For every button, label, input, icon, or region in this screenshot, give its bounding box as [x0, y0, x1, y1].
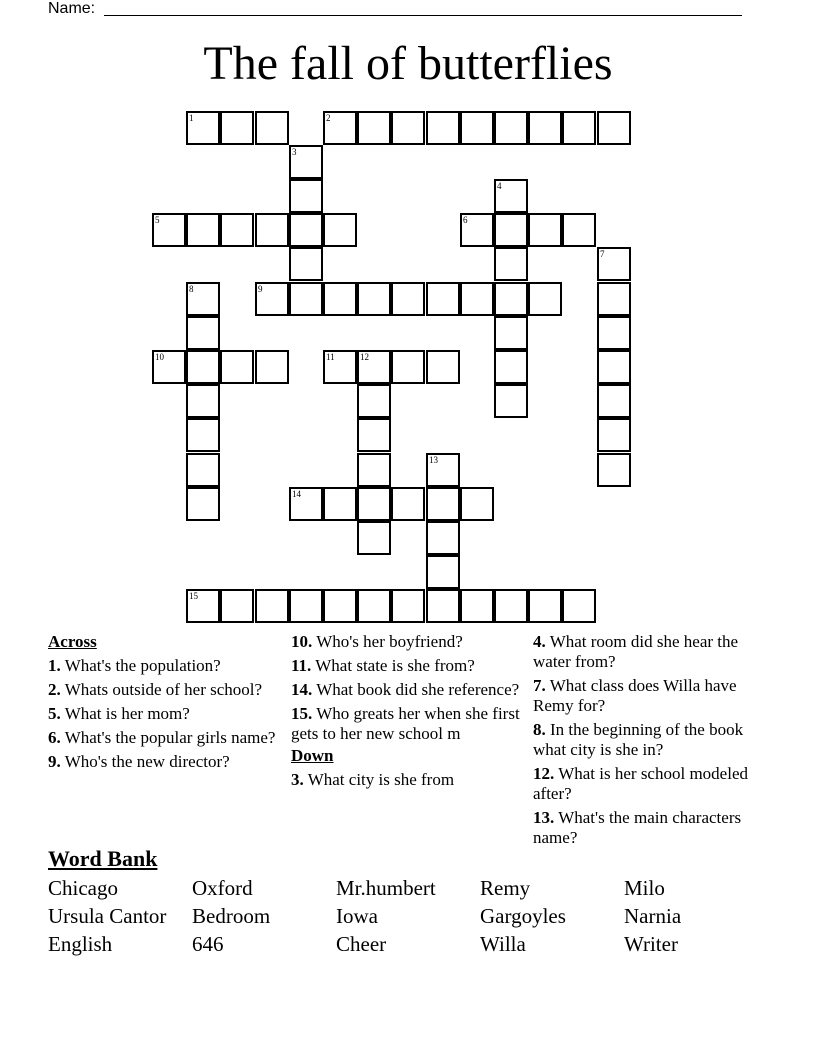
word-bank-item: 646 [192, 932, 224, 956]
grid-cell[interactable] [255, 213, 289, 247]
grid-cell[interactable] [597, 453, 631, 487]
word-bank-item: Willa [480, 932, 526, 956]
grid-cell[interactable] [289, 589, 323, 623]
grid-cell[interactable] [391, 350, 425, 384]
grid-cell[interactable] [597, 316, 631, 350]
grid-cell[interactable] [391, 589, 425, 623]
grid-cell[interactable] [597, 418, 631, 452]
clue-across-1: 1. What's the population? [48, 656, 221, 675]
clue-number: 7 [600, 249, 605, 259]
clue-across-11: 11. What state is she from? [291, 656, 475, 675]
clue-number: 3 [292, 147, 297, 157]
grid-cell[interactable] [494, 179, 528, 213]
clue-number: 15 [189, 591, 198, 601]
grid-cell[interactable] [186, 453, 220, 487]
grid-cell[interactable] [391, 282, 425, 316]
grid-cell[interactable] [289, 213, 323, 247]
grid-cell[interactable] [460, 282, 494, 316]
grid-cell[interactable] [255, 111, 289, 145]
grid-cell[interactable] [562, 213, 596, 247]
word-bank-title: Word Bank [48, 846, 158, 871]
grid-cell[interactable] [597, 282, 631, 316]
grid-cell[interactable] [357, 453, 391, 487]
grid-cell[interactable] [186, 316, 220, 350]
clue-number: 10 [155, 352, 164, 362]
word-bank-item: Cheer [336, 932, 387, 956]
grid-cell[interactable] [494, 350, 528, 384]
grid-cell[interactable] [597, 384, 631, 418]
clue-number: 4 [497, 181, 502, 191]
grid-cell[interactable] [152, 350, 186, 384]
word-bank-item: English [48, 932, 113, 956]
clue-down-13: 13. What's the main characters name? [533, 808, 742, 847]
grid-cell[interactable] [426, 282, 460, 316]
grid-cell[interactable] [460, 111, 494, 145]
grid-cell[interactable] [220, 111, 254, 145]
grid-cell[interactable] [186, 350, 220, 384]
grid-cell[interactable] [186, 111, 220, 145]
grid-cell[interactable] [255, 282, 289, 316]
word-bank-item: Remy [480, 876, 531, 900]
grid-cell[interactable] [597, 111, 631, 145]
clues-column-3 [533, 632, 753, 852]
grid-cell[interactable] [186, 213, 220, 247]
clue-number: 11 [326, 352, 335, 362]
clue-across-15: 15. Who greats her when she first gets to her new school m [291, 704, 520, 743]
name-label: Name: [48, 0, 96, 17]
grid-cell[interactable] [357, 350, 391, 384]
clue-number: 8 [189, 284, 194, 294]
grid-cell[interactable] [426, 521, 460, 555]
grid-cell[interactable] [357, 589, 391, 623]
grid-cell[interactable] [460, 213, 494, 247]
clue-number: 5 [155, 215, 160, 225]
grid-cell[interactable] [220, 589, 254, 623]
grid-cell[interactable] [391, 487, 425, 521]
grid-cell[interactable] [289, 179, 323, 213]
clue-down-8: 8. In the beginning of the book what city is she in? [533, 720, 744, 759]
grid-cell[interactable] [357, 487, 391, 521]
grid-cell[interactable] [255, 589, 289, 623]
grid-cell[interactable] [323, 350, 357, 384]
clues-column-1 [48, 632, 278, 776]
grid-cell[interactable] [391, 111, 425, 145]
grid-cell[interactable] [494, 316, 528, 350]
word-bank-item: Gargoyles [480, 904, 566, 928]
clue-across-10: 10. Who's her boyfriend? [291, 632, 463, 651]
grid-cell[interactable] [597, 350, 631, 384]
grid-cell[interactable] [323, 487, 357, 521]
grid-cell[interactable] [323, 111, 357, 145]
clue-across-5: 5. What is her mom? [48, 704, 190, 723]
grid-cell[interactable] [186, 384, 220, 418]
grid-cell[interactable] [357, 521, 391, 555]
grid-cell[interactable] [323, 282, 357, 316]
word-bank-item: Mr.humbert [336, 876, 436, 900]
clue-down-3: 3. What city is she from [291, 770, 455, 789]
grid-cell[interactable] [426, 350, 460, 384]
clue-across-6: 6. What's the popular girls name? [48, 728, 276, 747]
clue-number: 2 [326, 113, 331, 123]
grid-cell[interactable] [289, 145, 323, 179]
word-bank-item: Ursula Cantor [48, 904, 167, 928]
grid-cell[interactable] [220, 350, 254, 384]
grid-cell[interactable] [220, 213, 254, 247]
grid-cell[interactable] [528, 213, 562, 247]
grid-cell[interactable] [426, 111, 460, 145]
grid-cell[interactable] [494, 384, 528, 418]
grid-cell[interactable] [357, 111, 391, 145]
grid-cell[interactable] [152, 213, 186, 247]
grid-cell[interactable] [494, 111, 528, 145]
clues-column-2 [291, 632, 523, 794]
clue-number: 6 [463, 215, 468, 225]
grid-cell[interactable] [186, 589, 220, 623]
grid-cell[interactable] [494, 247, 528, 281]
grid-cell[interactable] [494, 282, 528, 316]
clue-number: 14 [292, 489, 301, 499]
grid-cell[interactable] [289, 247, 323, 281]
clue-number: 1 [189, 113, 194, 123]
grid-cell[interactable] [597, 247, 631, 281]
word-bank-item: Oxford [192, 876, 253, 900]
clue-number: 13 [429, 455, 438, 465]
grid-cell[interactable] [426, 555, 460, 589]
across-heading: Across [48, 632, 97, 651]
grid-cell[interactable] [357, 282, 391, 316]
word-bank-item: Iowa [336, 904, 378, 928]
grid-cell[interactable] [255, 350, 289, 384]
clue-down-12: 12. What is her school modeled after? [533, 764, 748, 803]
clue-across-14: 14. What book did she reference? [291, 680, 520, 699]
grid-cell[interactable] [562, 589, 596, 623]
grid-cell[interactable] [528, 282, 562, 316]
word-bank-item: Bedroom [192, 904, 271, 928]
grid-cell[interactable] [460, 487, 494, 521]
clue-number: 12 [360, 352, 369, 362]
grid-cell[interactable] [528, 589, 562, 623]
word-bank-item: Narnia [624, 904, 682, 928]
grid-cell[interactable] [494, 589, 528, 623]
grid-cell[interactable] [186, 418, 220, 452]
word-bank-item: Writer [624, 932, 678, 956]
grid-cell[interactable] [494, 213, 528, 247]
grid-cell[interactable] [426, 487, 460, 521]
grid-cell[interactable] [426, 589, 460, 623]
grid-cell[interactable] [186, 282, 220, 316]
grid-cell[interactable] [323, 589, 357, 623]
clue-number: 9 [258, 284, 263, 294]
grid-cell[interactable] [289, 282, 323, 316]
grid-cell[interactable] [562, 111, 596, 145]
grid-cell[interactable] [357, 384, 391, 418]
grid-cell[interactable] [460, 589, 494, 623]
clue-down-4: 4. What room did she hear the water from? [533, 632, 739, 671]
grid-cell[interactable] [357, 418, 391, 452]
clue-across-9: 9. Who's the new director? [48, 752, 230, 771]
word-bank-item: Chicago [48, 876, 118, 900]
down-heading: Down [291, 746, 334, 765]
grid-cell[interactable] [289, 487, 323, 521]
clue-down-7: 7. What class does Willa have Remy for? [533, 676, 737, 715]
clue-across-2: 2. Whats outside of her school? [48, 680, 263, 699]
word-bank-item: Milo [624, 876, 665, 900]
page-title: The fall of butterflies [203, 37, 613, 90]
grid-cell[interactable] [528, 111, 562, 145]
grid-cell[interactable] [186, 487, 220, 521]
grid-cell[interactable] [323, 213, 357, 247]
grid-cell[interactable] [426, 453, 460, 487]
